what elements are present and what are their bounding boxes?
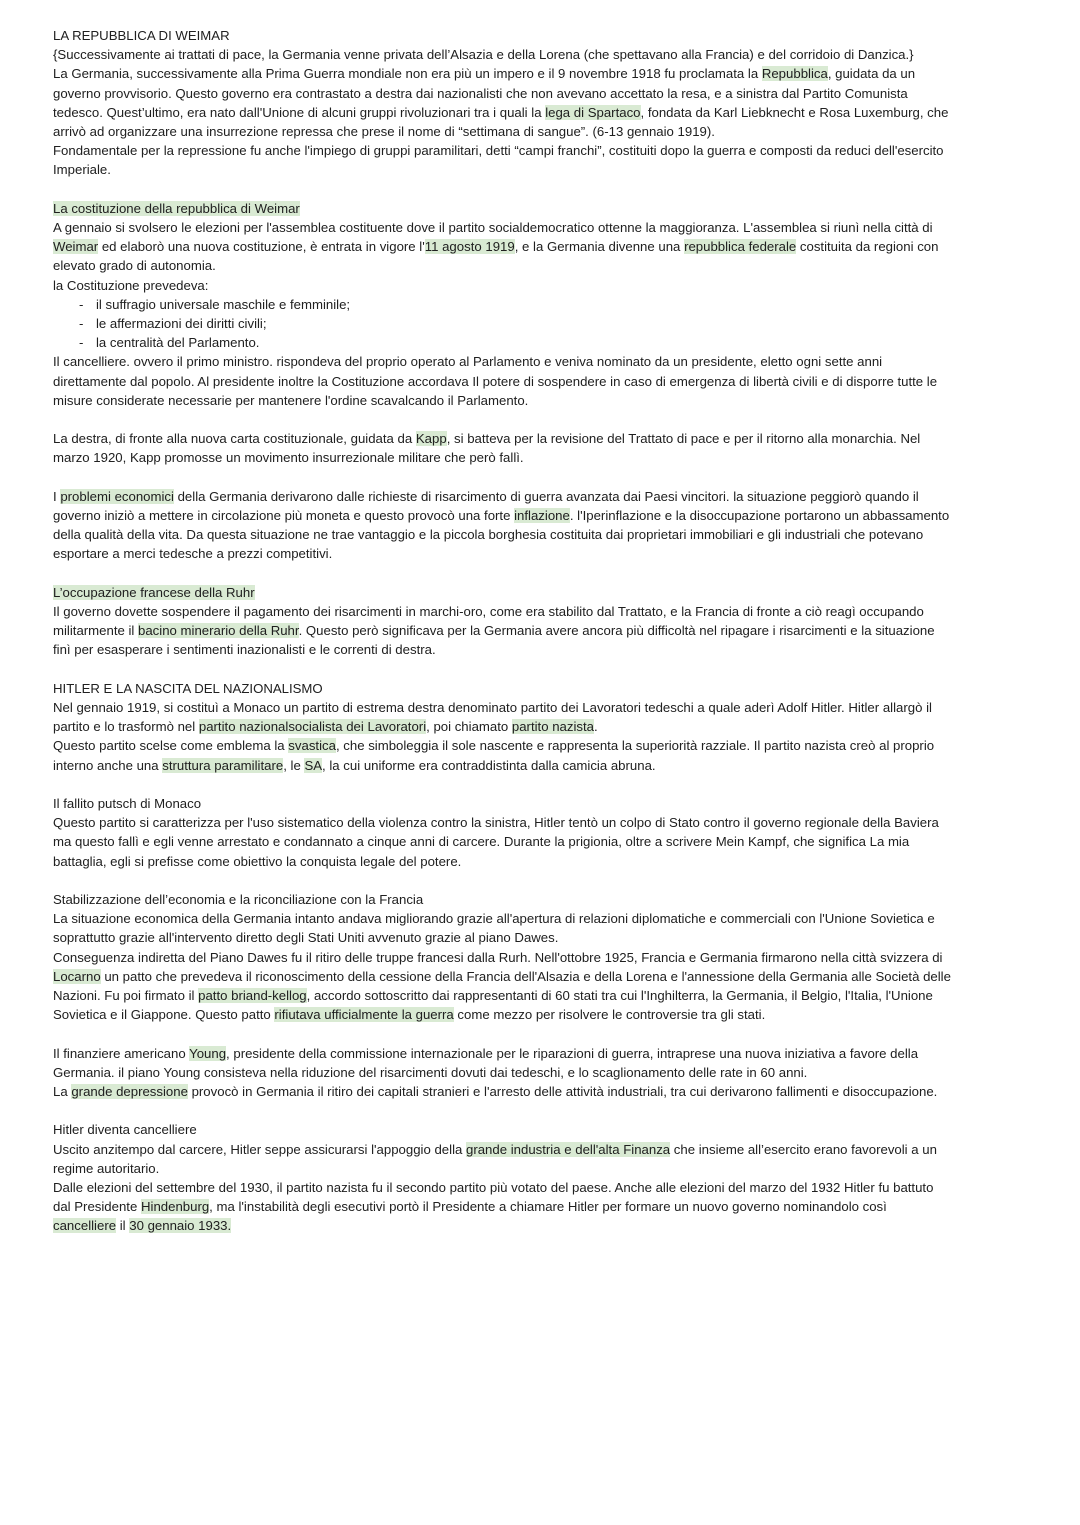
paragraph <box>53 1178 953 1236</box>
section-lead <box>53 890 953 909</box>
paragraph <box>53 948 953 1025</box>
highlighted-text: grande industria e dell'alta Finanza <box>466 1141 671 1157</box>
highlighted-text: repubblica federale <box>684 239 797 255</box>
paragraph <box>53 736 953 774</box>
paragraph <box>53 602 953 660</box>
section-lead <box>53 487 953 564</box>
section-10 <box>53 1120 953 1235</box>
section-lead <box>53 583 953 602</box>
section-2 <box>53 199 953 410</box>
paragraph <box>53 141 953 179</box>
text-run: come mezzo per risolvere le controversie tra gli stati. <box>453 1007 766 1023</box>
highlighted-text: SA <box>304 757 323 773</box>
bullet-item: - la centralità del Parlamento. <box>79 333 953 352</box>
paragraph <box>53 45 953 64</box>
paragraph <box>53 1082 953 1101</box>
text-run: un patto che prevedeva il riconoscimento della cessione della Francia dell'Alsazia e della Lorena e l'annessione della Germania alle Società delle Nazioni. Fu poi firmato il <box>53 968 951 1004</box>
text-run: , che simboleggia il sole nascente e rappresenta la superiorità razziale. Il partito nazista creò al proprio interno anche una <box>53 738 935 773</box>
text-run: , poi chiamato <box>426 719 512 735</box>
paragraph <box>53 698 953 736</box>
text-run: , le <box>283 757 305 773</box>
section-lead <box>53 1120 953 1139</box>
highlighted-text: La costituzione della repubblica di Weimar <box>53 200 300 216</box>
highlighted-text: Locarno <box>53 968 101 984</box>
paragraph <box>53 813 953 871</box>
highlighted-text: Young <box>189 1045 227 1061</box>
text-run: Dalle elezioni del settembre del 1930, il partito nazista fu il secondo partito più votato del paese. Anche alle elezioni del marzo del 1932 Hitler fu battuto dal Presidente <box>53 1180 934 1215</box>
highlighted-text: svastica <box>288 738 336 754</box>
text-run: Uscito anzitempo dal carcere, Hitler seppe assicurarsi l'appoggio della <box>53 1141 466 1157</box>
text-run: Il fallito putsch di Monaco <box>53 796 202 812</box>
highlighted-text: patto briand-kellog <box>198 988 307 1004</box>
paragraph <box>53 218 953 276</box>
text-run: , si batteva per la revisione del Trattato di pace e per il ritorno alla monarchia. Nel marzo 1920, Kapp promosse un movimento insurrezionale militare che però fallì. <box>53 431 921 466</box>
text-run: della Germania derivarono dalle richieste di risarcimento di guerra avanzata dai Paesi vincitori. la situazione peggiorò quando il governo iniziò a mettere in circolazione più moneta e questo provocò una forte <box>53 488 919 524</box>
highlighted-text: Hindenburg <box>140 1199 210 1215</box>
highlighted-text: Repubblica <box>761 66 828 82</box>
highlighted-text: lega di Spartaco <box>545 104 641 120</box>
text-run: la Costituzione prevedeva: <box>53 277 209 293</box>
section-lead <box>53 794 953 813</box>
text-run: , fondata da Karl Liebknecht e Rosa Luxemburg, che arrivò ad organizzare una insurrezione repressa che prese il nome di “settimana di sangue”. (6-13 gennaio 1919). <box>53 104 949 140</box>
text-run: La destra, di fronte alla nuova carta costituzionale, guidata da <box>53 431 416 447</box>
section-4 <box>53 487 953 564</box>
text-run: Questo partito scelse come emblema la <box>53 738 289 754</box>
bullet-item: - le affermazioni dei diritti civili; <box>79 314 953 333</box>
highlighted-text: partito nazista <box>511 719 594 735</box>
text-run: La Germania, successivamente alla Prima Guerra mondiale non era più un impero e il 9 novembre 1918 fu proclamata la <box>53 66 762 82</box>
text-run: Fondamentale per la repressione fu anche l'impiego di gruppi paramilitari, detti “campi franchi”, costituiti dopo la guerra e composti da reduci dell'esercito Imperiale. <box>53 143 944 178</box>
bullet-list <box>53 295 953 353</box>
text-run: costituita da regioni con elevato grado di autonomia. <box>53 239 939 274</box>
section-lead <box>53 429 953 467</box>
paragraph <box>53 352 953 410</box>
text-run: LA REPUBBLICA DI WEIMAR <box>53 28 230 43</box>
section-6 <box>53 679 953 775</box>
paragraph <box>53 1140 953 1178</box>
text-run: I <box>53 488 61 504</box>
text-run: , presidente della commissione internazionale per le riparazioni di guerra, intraprese una nuova iniziativa a favore della Germania. il piano Young consisteva nella riduzione del risarcimenti dovuti dai tedeschi, e lo scaglionamento delle rate in 60 anni. <box>53 1045 919 1080</box>
section-5 <box>53 583 953 660</box>
highlighted-text: grande depressione <box>71 1084 188 1100</box>
highlighted-text: struttura paramilitare <box>162 757 284 773</box>
paragraph <box>53 276 953 295</box>
highlighted-text: Weimar <box>53 239 99 255</box>
text-run: , la cui uniforme era contraddistinta dalla camicia abruna. <box>322 757 656 773</box>
highlighted-text: Kapp <box>415 431 447 447</box>
highlighted-text: inflazione <box>514 508 570 524</box>
text-run: . <box>594 719 598 735</box>
text-run: . Questo però significava per la Germania avere ancora più difficoltà nel ripagare i risarcimenti e la situazione finì per esasperare i sentimenti inazionalisti e le correnti di destra. <box>53 623 935 658</box>
text-run: Stabilizzazione dell’economia e la riconciliazione con la Francia <box>53 892 424 908</box>
text-run: Questo partito si caratterizza per l'uso sistematico della violenza contro la sinistra, Hitler tentò un colpo di Stato contro il governo regionale della Baviera ma questo fallì e egli venne arrestato e condannato a cinque anni di carcere. Durante la prigionia, oltre a scrivere Mein Kampf, che significa La mia battaglia, egli si prefisse come obiettivo la conquista legale del potere. <box>53 815 939 869</box>
highlighted-text: 30 gennaio 1933. <box>129 1218 232 1234</box>
text-run: , ma l'instabilità degli esecutivi portò il Presidente a chiamare Hitler per formare un nuovo governo nominandolo così <box>209 1199 887 1215</box>
text-run: . l'Iperinflazione e la disoccupazione portarono un abbassamento della qualità della vita. Da questa situazione ne trae vantaggio e la piccola borghesia costituita dai proprietari immobiliari e gli industriali che potevano esportare a merci tedesche a prezzi competitivi. <box>53 508 950 562</box>
section-lead <box>53 1044 953 1082</box>
text-run: provocò in Germania il ritiro dei capitali stranieri e l'arresto delle attività industriali, tra cui derivarono fallimenti e disoccupazione. <box>187 1084 938 1100</box>
highlighted-text: cancelliere <box>53 1218 117 1234</box>
text-run: , guidata da un governo provvisorio. Questo governo era contrastato a destra dai nazionalisti che non avevano accettato la resa, e a sinistra dal Partito Comunista tedesco. Quest’ultimo, era nato dall'Unione di alcuni gruppi rivoluzionari tra i quali la <box>53 66 916 120</box>
text-run: La <box>53 1084 72 1100</box>
highlighted-text: partito nazionalsocialista dei Lavoratori <box>198 719 427 735</box>
text-run: Conseguenza indiretta del Piano Dawes fu il ritiro delle truppe francesi dalla Rurh. Nell'ottobre 1925, Francia e Germania firmarono nella città svizzera di <box>53 949 943 965</box>
section-lead <box>53 679 953 698</box>
bullet-item: - il suffragio universale maschile e femminile; <box>79 295 953 314</box>
section-1 <box>53 26 953 180</box>
section-8 <box>53 890 953 1024</box>
text-run: La situazione economica della Germania intanto andava migliorando grazie all'apertura di relazioni diplomatiche e commerciali con l'Unione Sovietica e soprattutto grazie all'intervento diretto degli Stati Uniti avvenuto grazie al piano Dawes. <box>53 911 935 946</box>
section-lead <box>53 26 953 45</box>
highlighted-text: rifiutava ufficialmente la guerra <box>274 1007 454 1023</box>
text-run: Nel gennaio 1919, si costituì a Monaco un partito di estrema destra denominato partito dei Lavoratori tedeschi a quale aderì Adolf Hitler. Hitler allargò il partito e lo trasformò nel <box>53 700 932 735</box>
text-run: Il finanziere americano <box>53 1045 190 1061</box>
text-run: che insieme all’esercito erano favorevoli a un regime autoritario. <box>53 1141 937 1176</box>
section-7 <box>53 794 953 871</box>
paragraph <box>53 64 953 141</box>
document-page <box>53 26 953 1255</box>
text-run: , e la Germania divenne una <box>514 239 685 255</box>
highlighted-text: 11 agosto 1919 <box>424 239 515 255</box>
highlighted-text: L’occupazione francese della Ruhr <box>53 584 255 600</box>
text-run: {Successivamente ai trattati di pace, la Germania venne privata dell’Alsazia e della Lorena (che spettavano alla Francia) e del corridoio di Danzica.} <box>53 47 914 63</box>
highlighted-text: bacino minerario della Ruhr <box>138 623 299 639</box>
section-3 <box>53 429 953 467</box>
highlighted-text: problemi economici <box>60 488 174 504</box>
text-run: Hitler diventa cancelliere <box>53 1122 197 1138</box>
text-run: ed elaborò una nuova costituzione, è entrata in vigore l' <box>98 239 425 255</box>
text-run: Il cancelliere. ovvero il primo ministro. rispondeva del proprio operato al Parlamento e veniva nominato da un presidente, eletto ogni sette anni direttamente dal popolo. Al presidente inoltre la Costituzione accordava Il potere di sospendere in caso di emergenza di libertà civili e di disporre tutte le misure considerate necessarie per mantenere l'ordine scavalcando il Parlamento. <box>53 354 938 408</box>
section-lead <box>53 199 953 218</box>
text-run: HITLER E LA NASCITA DEL NAZIONALISMO <box>53 680 323 696</box>
text-run: il <box>116 1218 130 1234</box>
section-9 <box>53 1044 953 1102</box>
text-run: A gennaio si svolsero le elezioni per l'assemblea costituente dove il partito socialdemocratico ottenne la maggioranza. L'assemblea si riunì nella città di <box>53 220 933 236</box>
paragraph <box>53 909 953 947</box>
text-run: Il governo dovette sospendere il pagamento dei risarcimenti in marchi-oro, come era stabilito dal Trattato, e la Francia di fronte a ciò reagì occupando militarmente il <box>53 604 924 639</box>
text-run: , accordo sottoscritto dai rappresentanti di 60 stati tra cui l'Inghilterra, la Germania, il Belgio, l'Italia, l'Unione Sovietica e il Giappone. Questo patto <box>53 988 933 1023</box>
